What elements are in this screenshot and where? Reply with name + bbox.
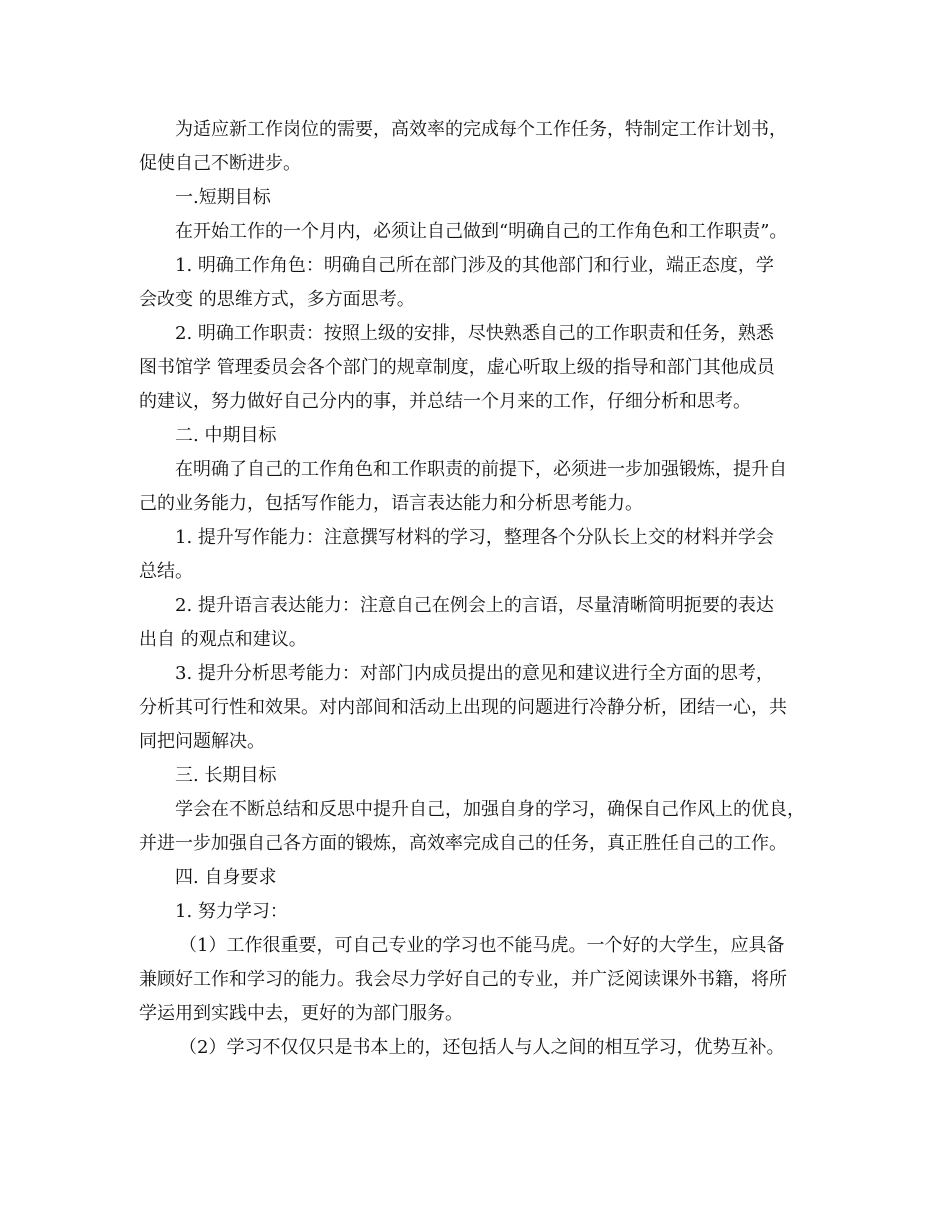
mid-term-item-2-line-2: 出自 的观点和建议。: [139, 629, 307, 650]
long-term-paragraph-line-2: 并进一步加强自己各方面的锻炼，高效率完成自己的任务，真正胜任自己的工作。: [139, 833, 787, 854]
short-term-item-2-line-1: 2. 明确工作职责：按照上级的安排，尽快熟悉自己的工作职责和任务，熟悉: [175, 323, 774, 344]
section-heading-long-term: 三. 长期目标: [175, 765, 277, 786]
section-heading-short-term: 一.短期目标: [175, 187, 271, 208]
short-term-item-1-line-1: 1. 明确工作角色：明确自己所在部门涉及的其他部门和行业，端正态度，学: [175, 255, 774, 276]
mid-term-paragraph-line-1: 在明确了自己的工作角色和工作职责的前提下，必须进一步加强锻炼，提升自: [175, 459, 787, 480]
short-term-item-1-line-2: 会改变 的思维方式，多方面思考。: [139, 289, 415, 310]
short-term-paragraph-line-1: 在开始工作的一个月内，必须让自己做到“明确自己的工作角色和工作职责”。: [175, 221, 788, 242]
mid-term-item-3-line-3: 同把问题解决。: [139, 731, 265, 752]
mid-term-paragraph-line-2: 己的业务能力，包括写作能力，语言表达能力和分析思考能力。: [139, 493, 643, 514]
short-term-item-2-line-2: 图书馆学 管理委员会各个部门的规章制度，虚心听取上级的指导和部门其他成员: [139, 357, 775, 378]
short-term-item-2-line-3: 的建议，努力做好自己分内的事，并总结一个月来的工作，仔细分析和思考。: [139, 391, 751, 412]
self-requirements-sub-1-line-1: （1）工作很重要，可自己专业的学习也不能马虎。一个好的大学生，应具备: [179, 935, 785, 956]
mid-term-item-1-line-2: 总结。: [139, 561, 193, 582]
mid-term-item-2-line-1: 2. 提升语言表达能力：注意自己在例会上的言语，尽量清晰简明扼要的表达: [175, 595, 774, 616]
section-heading-self-requirements: 四. 自身要求: [175, 867, 277, 888]
mid-term-item-3-line-1: 3. 提升分析思考能力：对部门内成员提出的意见和建议进行全方面的思考，: [175, 663, 774, 684]
self-requirements-item-1-heading: 1. 努力学习：: [175, 901, 288, 922]
document-body: [139, 113, 829, 1065]
mid-term-item-3-line-2: 分析其可行性和效果。对内部间和活动上出现的问题进行冷静分析，团结一心，共: [139, 697, 787, 718]
mid-term-item-1-line-1: 1. 提升写作能力：注意撰写材料的学习，整理各个分队长上交的材料并学会: [175, 527, 774, 548]
self-requirements-sub-2-line-1: （2）学习不仅仅只是书本上的，还包括人与人之间的相互学习，优势互补。: [179, 1037, 785, 1058]
self-requirements-sub-1-line-3: 学运用到实践中去，更好的为部门服务。: [139, 1003, 463, 1024]
section-heading-mid-term: 二. 中期目标: [175, 425, 277, 446]
self-requirements-sub-1-line-2: 兼顾好工作和学习的能力。我会尽力学好自己的专业，并广泛阅读课外书籍，将所: [139, 969, 787, 990]
intro-paragraph-line-2: 促使自己不断进步。: [139, 153, 301, 174]
intro-paragraph-line-1: 为适应新工作岗位的需要，高效率的完成每个工作任务，特制定工作计划书，: [175, 119, 787, 140]
long-term-paragraph-line-1: 学会在不断总结和反思中提升自己，加强自身的学习，确保自己作风上的优良，: [175, 799, 805, 820]
